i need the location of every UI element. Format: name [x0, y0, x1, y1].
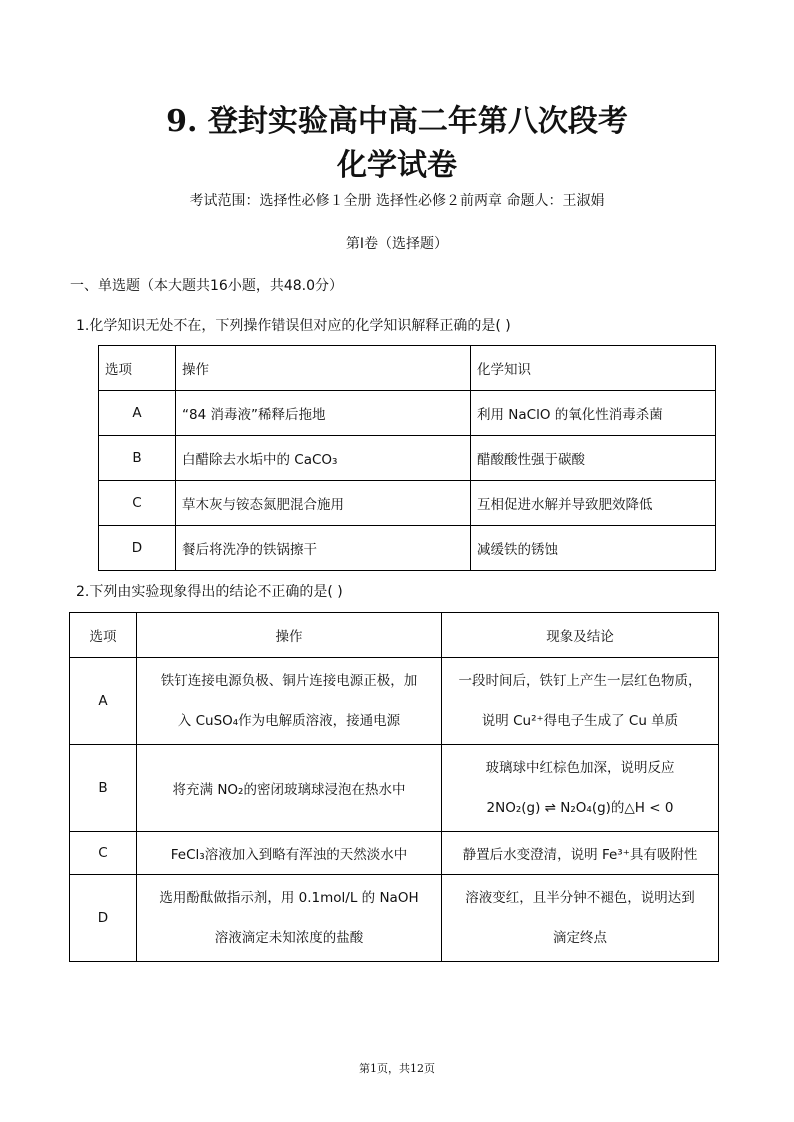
table-row: [70, 875, 719, 962]
operation-cell: [137, 658, 442, 745]
question-1-table: [98, 345, 716, 571]
operation-cell: 餐后将洗净的铁锅擦干: [176, 526, 471, 571]
table-header-row: [70, 613, 719, 658]
option-label: A: [99, 391, 176, 436]
knowledge-cell: 利用 NaClO 的氧化性消毒杀菌: [471, 391, 716, 436]
exam-title-line1: 9. 登封实验高中高二年第八次段考: [166, 104, 628, 139]
result-cell: [442, 658, 719, 745]
result-cell: [442, 832, 719, 875]
table-row: [99, 481, 716, 526]
option-label: D: [99, 526, 176, 571]
operation-cell: “84 消毒液”稀释后拖地: [176, 391, 471, 436]
option-label: C: [70, 832, 137, 875]
exam-title-line2: 化学试卷: [337, 148, 457, 183]
operation-line: FeCl₃溶液加入到略有浑浊的天然淡水中: [170, 847, 408, 863]
table-row: [70, 832, 719, 875]
table-row: [99, 391, 716, 436]
result-cell: [442, 745, 719, 832]
header-result: 现象及结论: [442, 613, 719, 658]
table-header-row: [99, 346, 716, 391]
table-row: [99, 436, 716, 481]
volume-heading: 第Ⅰ卷（选择题）: [345, 236, 449, 252]
knowledge-cell: 醋酸酸性强于碳酸: [471, 436, 716, 481]
operation-line: 入 CuSO₄作为电解质溶液，接通电源: [177, 713, 401, 729]
knowledge-cell: 互相促进水解并导致肥效降低: [471, 481, 716, 526]
operation-line: 溶液滴定未知浓度的盐酸: [214, 930, 364, 946]
operation-line: 将充满 NO₂的密闭玻璃球浸泡在热水中: [172, 782, 406, 798]
result-line: 说明 Cu²⁺得电子生成了 Cu 单质: [481, 713, 679, 729]
operation-cell: 白醋除去水垢中的 CaCO₃: [176, 436, 471, 481]
result-line: 2NO₂(g) ⇌ N₂O₄(g)的△H < 0: [486, 800, 674, 816]
header-operation: 操作: [176, 346, 471, 391]
table-row: [70, 745, 719, 832]
result-line: 一段时间后，铁钉上产生一层红色物质，: [458, 673, 702, 689]
option-label: D: [70, 875, 137, 962]
result-line: 溶液变红，且半分钟不褪色，说明达到: [465, 890, 695, 906]
option-label: B: [99, 436, 176, 481]
option-label: B: [70, 745, 137, 832]
operation-cell: [137, 875, 442, 962]
header-operation: 操作: [137, 613, 442, 658]
result-line: 玻璃球中红棕色加深，说明反应: [485, 760, 675, 776]
operation-cell: [137, 745, 442, 832]
header-option: 选项: [99, 346, 176, 391]
operation-cell: [137, 832, 442, 875]
table-row: [99, 526, 716, 571]
result-line: 静置后水变澄清，说明 Fe³⁺具有吸附性: [462, 847, 698, 863]
result-line: 滴定终点: [553, 930, 607, 946]
option-label: A: [70, 658, 137, 745]
option-label: C: [99, 481, 176, 526]
header-option: 选项: [70, 613, 137, 658]
table-row: [70, 658, 719, 745]
question-2-table: [69, 612, 719, 962]
section-heading: 一、单选题（本大题共16小题，共48.0分）: [70, 278, 343, 294]
header-knowledge: 化学知识: [471, 346, 716, 391]
page-footer: 第1页，共12页: [359, 1062, 435, 1075]
question-1-stem: 1.化学知识无处不在，下列操作错误但对应的化学知识解释正确的是( ): [76, 318, 511, 334]
question-2-stem: 2.下列由实验现象得出的结论不正确的是( ): [76, 584, 343, 600]
operation-cell: 草木灰与铵态氮肥混合施用: [176, 481, 471, 526]
operation-line: 铁钉连接电源负极、铜片连接电源正极，加: [160, 673, 418, 689]
operation-line: 选用酚酞做指示剂，用 0.1mol/L 的 NaOH: [159, 890, 419, 906]
knowledge-cell: 减缓铁的锈蚀: [471, 526, 716, 571]
exam-scope: 考试范围：选择性必修１全册 选择性必修２前两章 命题人：王淑娟: [189, 193, 605, 209]
result-cell: [442, 875, 719, 962]
